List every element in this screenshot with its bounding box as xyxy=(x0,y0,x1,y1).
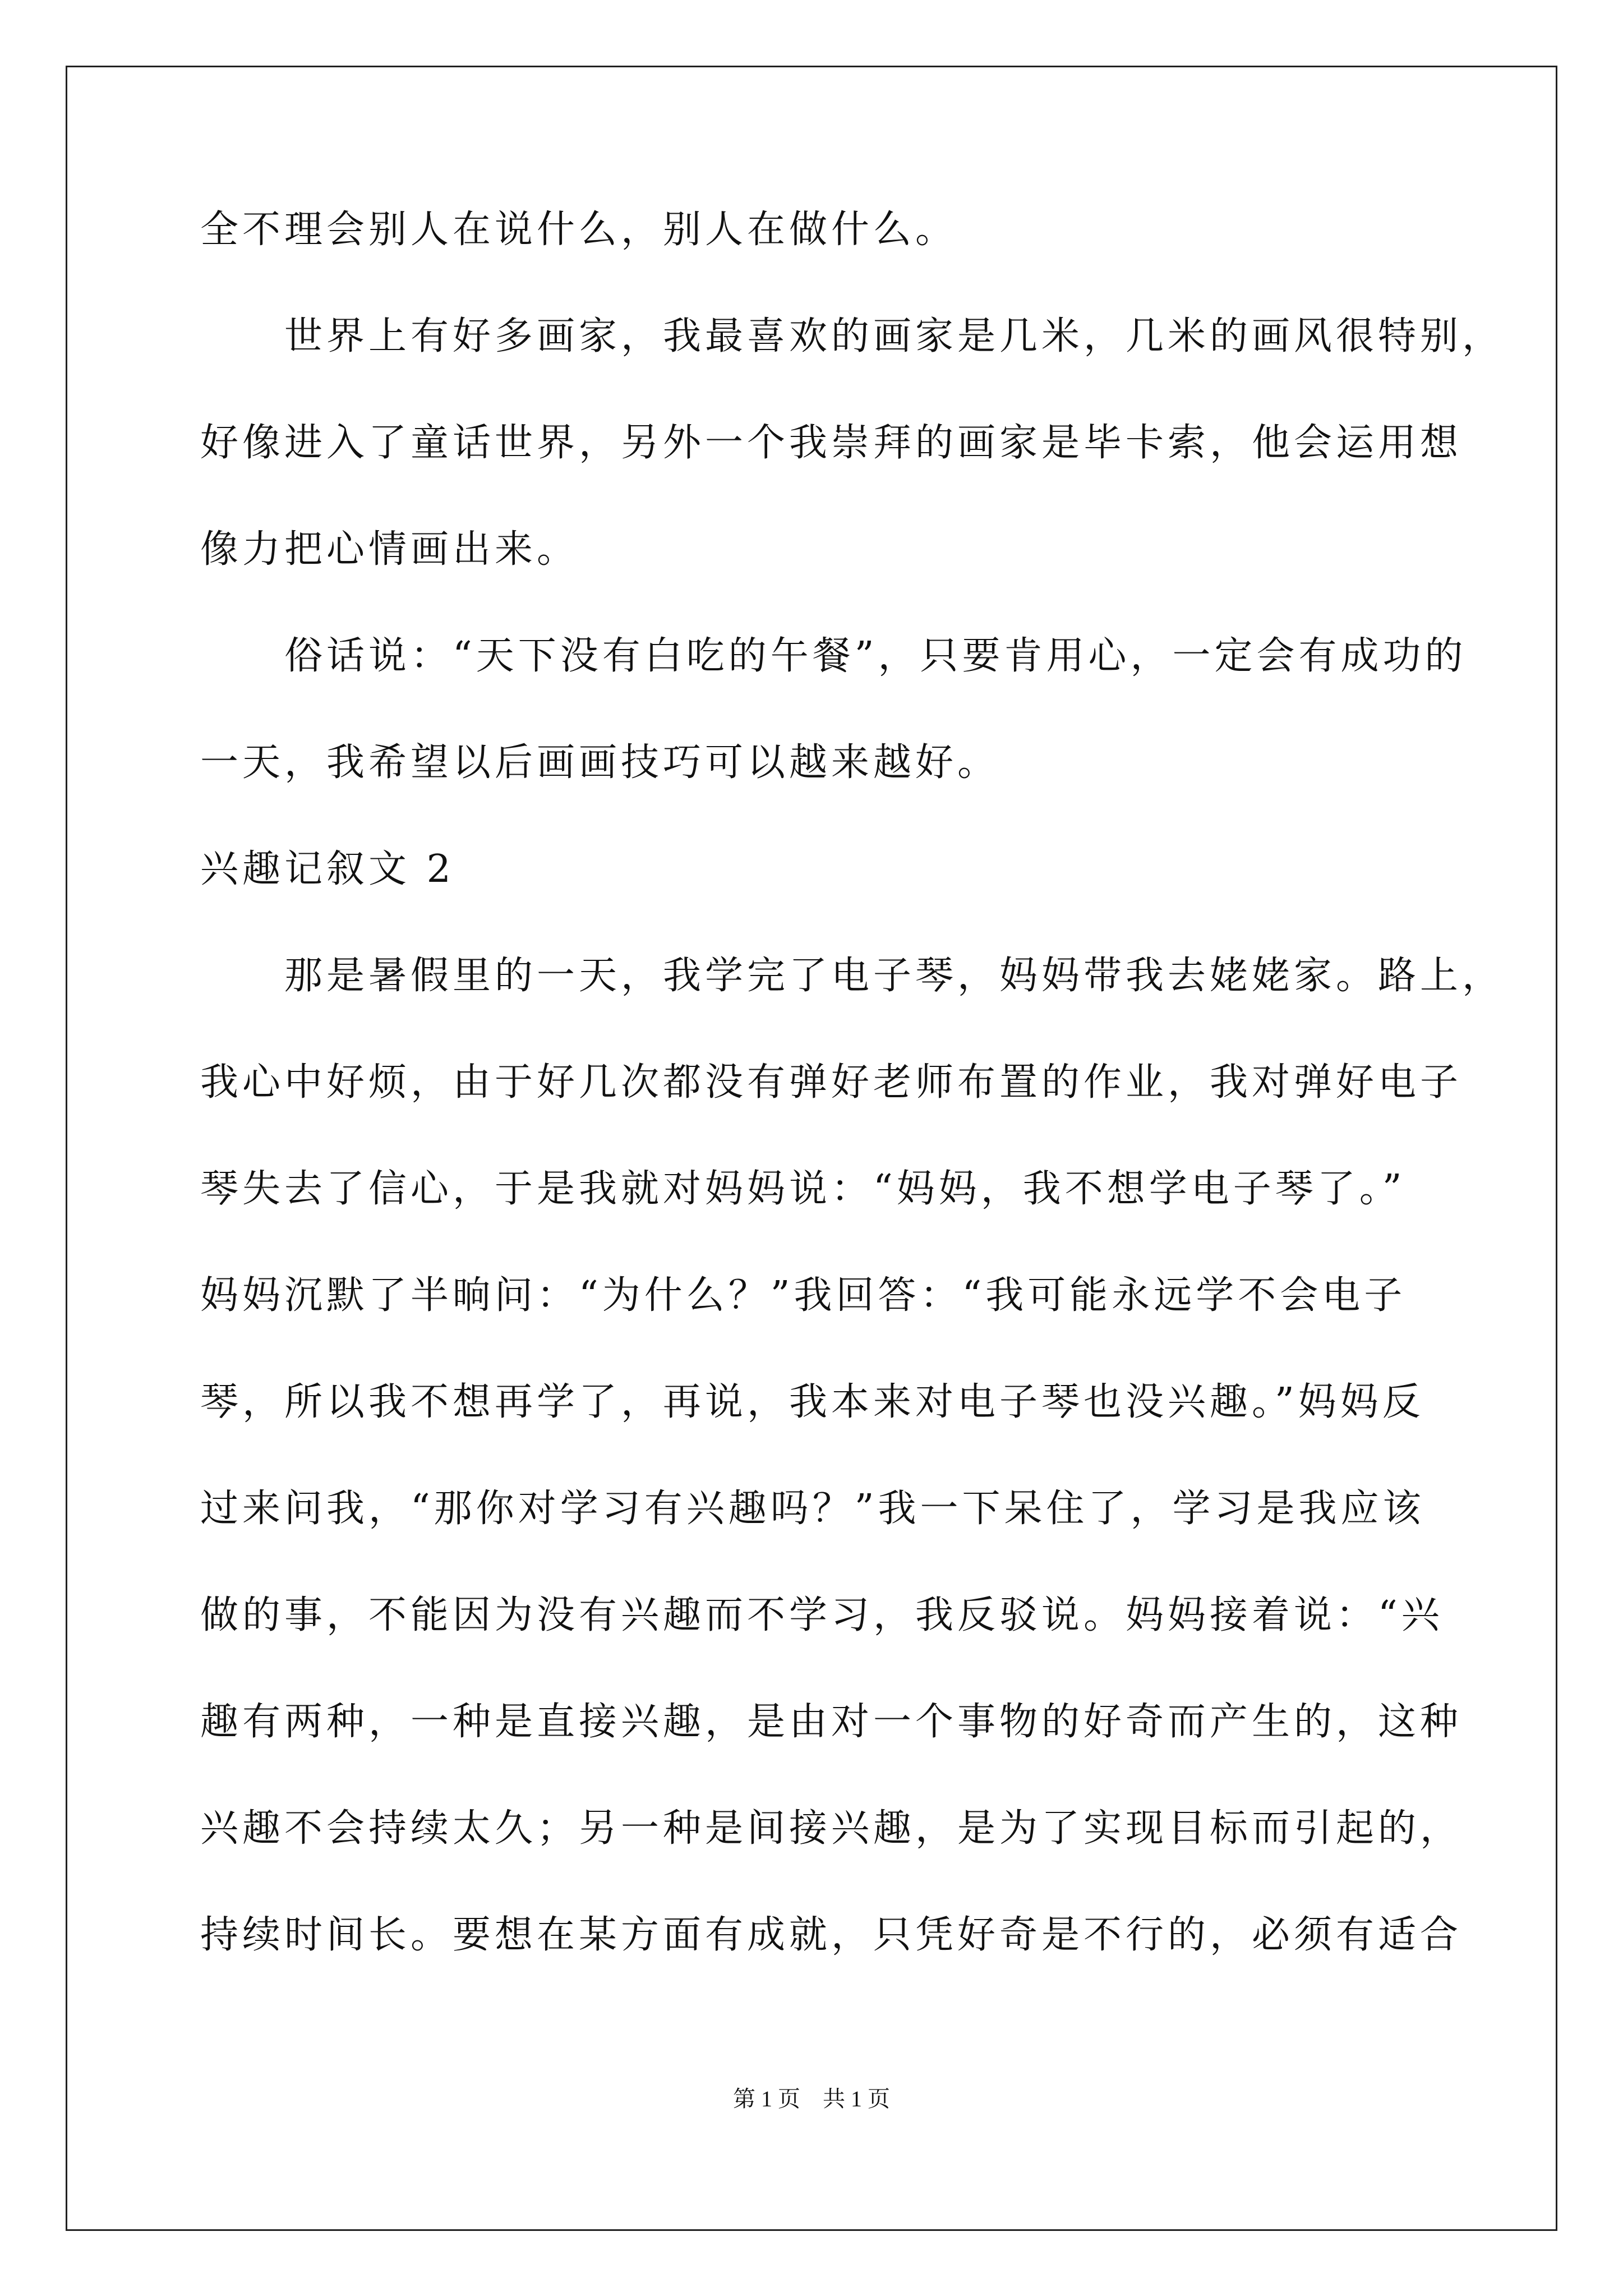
text-line: 妈妈沉默了半晌问：“为什么？”我回答：“我可能永远学不会电子 xyxy=(200,1273,1407,1318)
text-line: 兴趣不会持续太久；另一种是间接兴趣，是为了实现目标而引起的， xyxy=(200,1806,1463,1851)
text-line: 全不理会别人在说什么，别人在做什么。 xyxy=(200,208,958,252)
text-line: 一天，我希望以后画画技巧可以越来越好。 xyxy=(200,740,1000,785)
text-line: 琴失去了信心，于是我就对妈妈说：“妈妈，我不想学电子琴了。” xyxy=(200,1167,1406,1211)
text-line: 趣有两种，一种是直接兴趣，是由对一个事物的好奇而产生的，这种 xyxy=(200,1700,1463,1744)
text-line: 过来问我，“那你对学习有兴趣吗？”我一下呆住了，学习是我应该 xyxy=(200,1487,1425,1531)
text-line: 那是暑假里的一天，我学完了电子琴，妈妈带我去姥姥家。路上， xyxy=(200,954,1505,998)
section-heading: 兴趣记叙文 2 xyxy=(200,847,455,891)
text-line: 好像进入了童话世界，另外一个我崇拜的画家是毕卡索，他会运用想 xyxy=(200,421,1463,465)
page-border xyxy=(66,66,1557,2231)
text-line: 像力把心情画出来。 xyxy=(200,527,579,572)
text-line: 世界上有好多画家，我最喜欢的画家是几米，几米的画风很特别， xyxy=(200,314,1505,358)
text-line: 做的事，不能因为没有兴趣而不学习，我反驳说。妈妈接着说：“兴 xyxy=(200,1593,1444,1637)
text-line: 持续时间长。要想在某方面有成就，只凭好奇是不行的，必须有适合 xyxy=(200,1913,1463,1957)
text-line: 琴，所以我不想再学了，再说，我本来对电子琴也没兴趣。”妈妈反 xyxy=(200,1380,1424,1424)
text-line: 我心中好烦，由于好几次都没有弹好老师布置的作业，我对弹好电子 xyxy=(200,1060,1463,1105)
text-line: 俗话说：“天下没有白吃的午餐”，只要肯用心，一定会有成功的 xyxy=(200,634,1467,678)
page-footer: 第 1 页 共 1 页 xyxy=(733,2086,890,2111)
